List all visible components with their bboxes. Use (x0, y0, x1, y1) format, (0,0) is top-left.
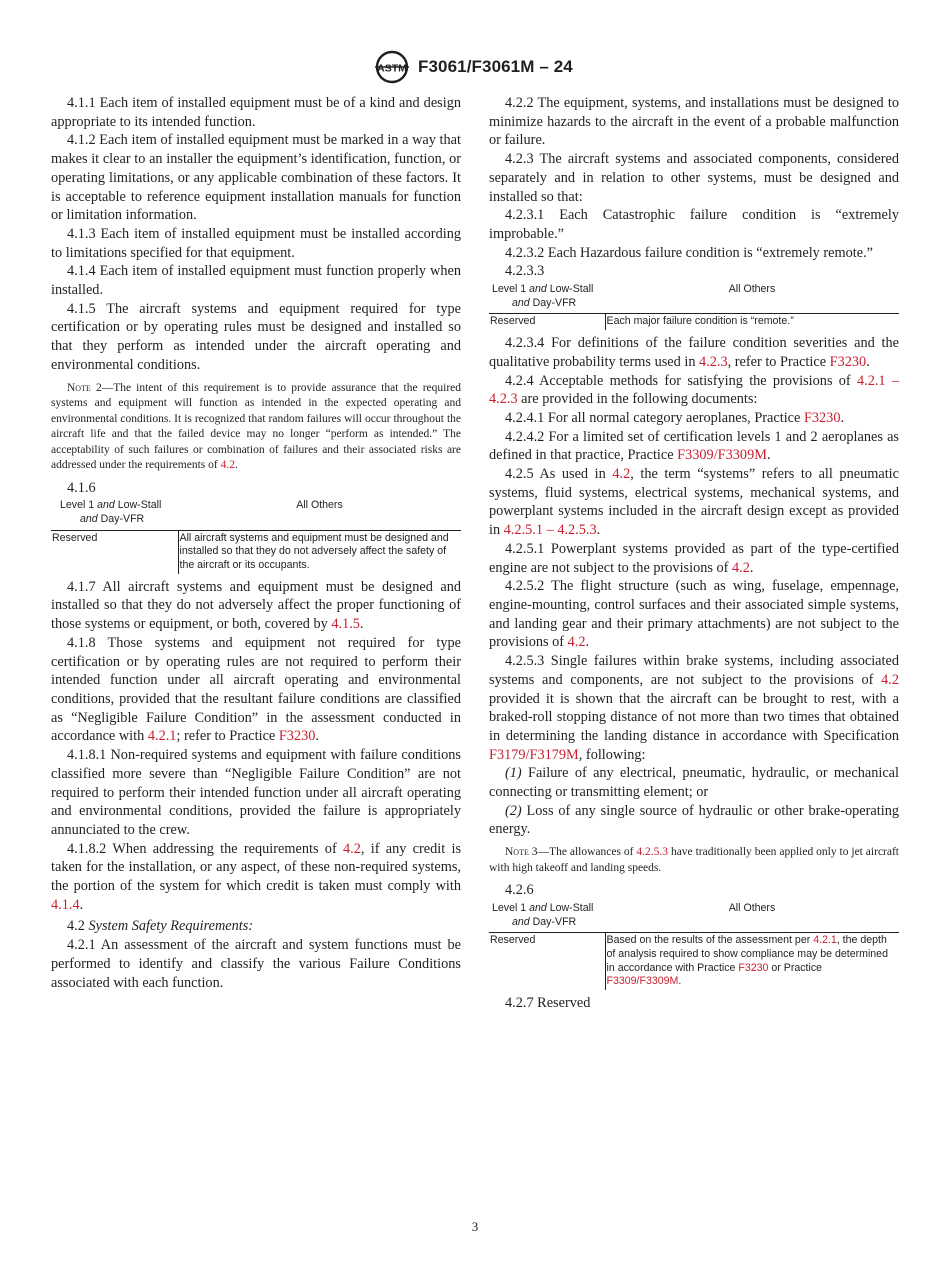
para-end: . (749, 559, 754, 576)
table-header-row (489, 902, 899, 933)
ref-link-f3309[interactable]: F3309/F3309M (606, 975, 679, 988)
ref-link-4-2-5-1-to-4-2-5-3[interactable]: 4.2.5.1 – 4.2.5.3 (503, 522, 597, 539)
list-number: (1) (505, 765, 522, 782)
ref-link-f3230[interactable]: F3230 (738, 961, 769, 974)
ref-link-f3179[interactable]: F3179/F3179M (489, 746, 579, 763)
cell-text: or Practice (768, 961, 823, 974)
cell-text: Based on the results of the assessment per (606, 934, 814, 947)
ref-link-4-1-5[interactable]: 4.1.5 (331, 616, 360, 633)
ref-link-4-2-1[interactable]: 4.2.1 (147, 728, 177, 745)
header-text: Low-Stall (546, 901, 594, 914)
cell-all-others: Each major failure condition is “remote.” (605, 314, 899, 330)
logo-text: ASTM (377, 62, 407, 75)
ref-link-4-1-4[interactable]: 4.1.4 (51, 896, 80, 913)
ref-link-f3230[interactable]: F3230 (803, 409, 841, 426)
cell-end: . (678, 975, 682, 988)
table-header-row (51, 499, 461, 530)
para-4-1-7 (51, 578, 461, 634)
table-header-row (489, 283, 899, 314)
note-2 (51, 381, 461, 474)
table-4-1-6 (51, 499, 461, 574)
para-4-2-5-1 (489, 540, 899, 577)
left-column (51, 94, 461, 992)
cell-text: , the depth of analysis required to show compliance may be determined in accordance with Practice (606, 934, 888, 974)
note-2-label: Note 2 (67, 381, 102, 394)
para-text: 4.2.3.4 For definitions of the failure condition severities and the qualitative probability terms used in (489, 335, 899, 370)
ref-link-f3309[interactable]: F3309/F3309M (677, 447, 767, 464)
cell-level1: Reserved (490, 934, 536, 947)
para-text: 4.2.5.2 The flight structure (such as wing, fuselage, empennage, engine-mounting, control surfaces and their associated simple systems, and landing gear and their primary attachments) are not subject to the provisions of (489, 578, 899, 651)
section-title: System Safety Requirements: (88, 918, 254, 935)
ref-link-4-2[interactable]: 4.2 (881, 671, 899, 688)
para-4-1-8-2 (51, 840, 461, 915)
ref-link-4-2-1[interactable]: 4.2.1 (813, 934, 837, 947)
para-4-2-2: 4.2.2 The equipment, systems, and installations must be designed to minimize hazards to the aircraft in the event of a probable malfunction or failure. (489, 95, 899, 149)
header-text: Low-Stall (546, 283, 594, 296)
para-4-2-5 (489, 465, 899, 540)
ref-link-4-2-5-3[interactable]: 4.2.5.3 (636, 846, 669, 859)
header-text: Day-VFR (529, 296, 577, 309)
para-text: 4.1.8 Those systems and equipment not required for type certification or by operating rules are not required to perform their intended function under all aircraft operating and environmental conditions, provided that the resultant failure conditions are classified as “Negligible Failure Condition” in the assessment conducted in accordance with (51, 634, 461, 745)
list-item-2 (489, 802, 899, 839)
header-text: Day-VFR (97, 512, 145, 525)
header-line-1 (60, 499, 161, 511)
note-2-end: . (234, 459, 238, 472)
para-4-2-1: 4.2.1 An assessment of the aircraft and system functions must be performed to identify and classify the various Failure Conditions associated with each function. (51, 937, 461, 991)
column-header-all-others: All Others (296, 499, 343, 512)
column-header-level1 (51, 499, 178, 530)
para-4-1-4: 4.1.4 Each item of installed equipment must function properly when installed. (51, 263, 461, 299)
para-4-2-5-2 (489, 577, 899, 652)
header-text: Level 1 (60, 499, 98, 512)
para-4-1-5: 4.1.5 The aircraft systems and equipment required for type certification or by operating rules must be designed and installed so that they perform as intended under the aircraft operating and environmental conditions. (51, 300, 461, 373)
para-4-1-6: 4.1.6 (67, 479, 96, 496)
para-end: . (866, 353, 870, 370)
document-designation: F3061/F3061M – 24 (418, 57, 573, 76)
header-line-2 (492, 916, 605, 930)
header-text: Low-Stall (114, 499, 162, 512)
para-end: . (315, 728, 319, 745)
ref-link-4-2[interactable]: 4.2 (732, 559, 750, 576)
section-4-2-heading (51, 917, 461, 936)
ref-link-4-2-1-to-4-2-3[interactable]: 4.2.1 – 4.2.3 (489, 372, 899, 408)
para-end: . (585, 634, 590, 651)
table-row (489, 933, 899, 990)
header-line-1 (492, 283, 593, 295)
para-end: . (79, 896, 84, 913)
para-text: 4.1.8.2 When addressing the requirements of (67, 840, 343, 857)
right-column (489, 94, 899, 1013)
header-text: Level 1 (492, 901, 530, 914)
para-text: 4.2.4.1 For all normal category aeroplanes, Practice (505, 409, 804, 426)
para-text: 4.2.5.1 Powerplant systems provided as part of the type-certified engine are not subject to the provisions of (489, 540, 899, 576)
ref-link-4-2-3[interactable]: 4.2.3 (699, 353, 728, 370)
ref-link-4-2[interactable]: 4.2 (612, 466, 631, 483)
para-text: are provided in the following documents: (517, 391, 758, 408)
note-3-label: Note 3 (505, 846, 538, 859)
para-4-1-8-1: 4.1.8.1 Non-required systems and equipment with failure conditions classified more severe than “Negligible Failure Condition” are not required to perform their intended function under all aircraft operating and environmental conditions, provided the failure is appropriately annunciated to the crew. (51, 747, 461, 838)
cell-all-others (605, 933, 899, 990)
cell-all-others: All aircraft systems and equipment must be designed and installed so that they do not adversely affect the safety of the aircraft or its occupants. (178, 530, 461, 574)
header-text: Level 1 (492, 283, 530, 296)
note-3-text: have traditionally been applied only to jet aircraft with high takeoff and landing speeds. (489, 846, 900, 874)
list-text: Failure of any electrical, pneumatic, hydraulic, or mechanical connecting or transmitting element; or (489, 765, 899, 801)
para-4-2-4-1 (489, 409, 899, 428)
ref-link-4-2[interactable]: 4.2 (343, 840, 361, 857)
para-end: , following: (578, 746, 646, 763)
ref-link-f3230[interactable]: F3230 (278, 728, 316, 745)
para-4-1-2: 4.1.2 Each item of installed equipment must be marked in a way that makes it clear to an installer the equipment’s identification, function, or operating limitations, or any applicable combination of these factors. It is acceptable to reference equipment installation manuals for function or limitation information. (51, 132, 461, 224)
para-text: 4.2.4.2 For a limited set of certification levels 1 and 2 aeroplanes as defined in that practice, Practice (489, 428, 899, 464)
table-row (489, 314, 899, 330)
ref-link-4-2[interactable]: 4.2 (567, 634, 586, 651)
para-4-2-3-3: 4.2.3.3 (505, 263, 545, 280)
list-text: Loss of any single source of hydraulic or other brake-operating energy. (489, 802, 899, 838)
list-number: (2) (505, 802, 522, 819)
para-text: 4.1.7 All aircraft systems and equipment must be designed and installed so that they do not adversely affect the proper functioning of those systems or equipment, or both, covered by (51, 578, 461, 633)
header-em: and (529, 283, 547, 296)
para-text: , refer to Practice (727, 353, 830, 370)
para-4-2-4-2 (489, 428, 899, 465)
table-row (51, 530, 461, 574)
cell-level1: Reserved (52, 531, 98, 544)
para-4-2-3-1: 4.2.3.1 Each Catastrophic failure condition is “extremely improbable.” (489, 207, 899, 242)
para-4-1-1: 4.1.1 Each item of installed equipment must be of a kind and design appropriate to its intended function. (51, 95, 461, 130)
ref-link-f3230[interactable]: F3230 (829, 353, 867, 370)
note-2-link[interactable]: 4.2 (220, 459, 235, 472)
para-text: , the term “systems” refers to all pneumatic systems, fluid systems, electrical systems, mechanical systems, and powerplant systems included in the aircraft design except as provided in (489, 466, 899, 539)
para-text: ; refer to Practice (176, 728, 279, 745)
para-4-1-3: 4.1.3 Each item of installed equipment must be installed according to limitations specified for that equipment. (51, 225, 461, 261)
para-text: , if any credit is taken for the installation, or any aspect, of these non-required systems, the portion of the system for which credit is taken must comply with (51, 840, 462, 895)
para-4-2-7: 4.2.7 Reserved (505, 995, 591, 1012)
astm-logo (372, 50, 412, 84)
list-item-1 (489, 764, 899, 801)
para-text: 4.2.4 Acceptable methods for satisfying the provisions of (505, 372, 857, 389)
page-header (0, 50, 950, 86)
header-em: and (529, 901, 547, 914)
table-4-2-6 (489, 902, 899, 990)
header-line-1 (492, 902, 593, 914)
para-text: 4.2.5.3 Single failures within brake systems, including associated systems and components, are not subject to the provisions of (489, 653, 899, 688)
para-text: 4.2.5 As used in (505, 466, 613, 483)
column-header-all-others: All Others (728, 283, 776, 296)
header-em: and (512, 296, 530, 309)
note-3 (489, 845, 899, 876)
section-number: 4.2 (67, 918, 89, 935)
para-4-1-8 (51, 634, 461, 746)
column-header-level1 (489, 902, 605, 933)
header-text: Day-VFR (529, 915, 577, 928)
header-em: and (80, 512, 98, 525)
para-end: . (840, 409, 845, 426)
para-text: provided it is shown that the aircraft can be brought to rest, with a braked-roll stopping distance of not more than two times that obtained in determining the landing distance in accordance with Specification (489, 690, 899, 744)
para-4-2-3: 4.2.3 The aircraft systems and associated components, considered separately and in relation to other systems, must be designed and installed so that: (489, 151, 899, 205)
para-4-2-5-3 (489, 652, 899, 764)
header-em: and (97, 499, 115, 512)
column-header-level1 (489, 283, 605, 314)
para-4-2-4 (489, 372, 899, 409)
para-end: . (596, 522, 601, 539)
para-4-2-6: 4.2.6 (505, 882, 534, 899)
header-em: and (512, 915, 530, 928)
para-4-2-3-2: 4.2.3.2 Each Hazardous failure condition is “extremely remote.” (505, 244, 874, 261)
header-line-2 (60, 513, 178, 527)
cell-level1: Reserved (490, 315, 536, 328)
note-2-text: —The intent of this requirement is to provide assurance that the required systems and equipment will function as intended in the expected operating and environmental conditions. It is recognized that random failures will occur throughout the aircraft life and that the failed device may no longer “perform as intended.” The acceptability of such failures or combination of failures and their associated risks are addressed under the requirements of (51, 381, 462, 472)
header-line-2 (492, 297, 605, 311)
note-3-text: —The allowances of (537, 846, 637, 859)
para-end: . (359, 616, 364, 633)
column-header-all-others: All Others (728, 901, 776, 914)
para-4-2-3-4 (489, 334, 899, 371)
table-4-2-3-3 (489, 283, 899, 330)
para-end: . (766, 447, 771, 464)
page-number: 3 (471, 1219, 479, 1234)
